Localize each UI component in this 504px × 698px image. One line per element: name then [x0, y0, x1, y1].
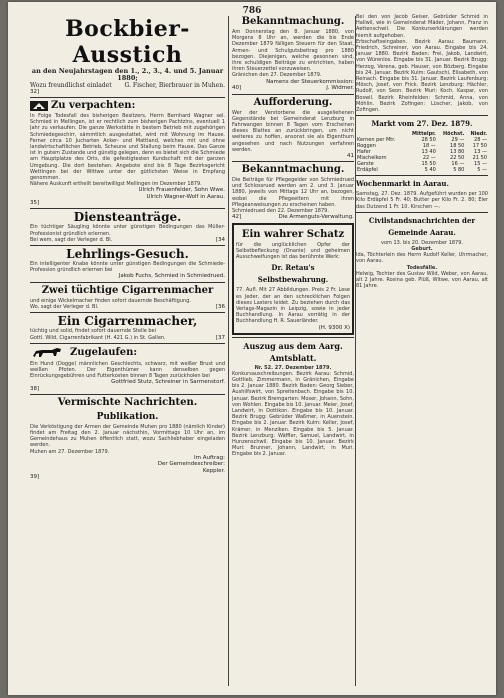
wochenmarkt-heading: Wochenmarkt in Aarau. [356, 179, 449, 189]
verpachten-body: In Folge Todesfall des bisherigen Besitzers, Herrn Bernhard Wagner sel. Schmied in Mellingen, ist er rechtlich zum bisherigen Pachtzins, eventuell 1 Jahr zu verkaufen. Die ganze Werkstätte in bestem Betrieb mit zugehörigen Schmiedegeschirr, sämmtlich ausgestattet, wird mit Wohnung im Hause. Ferner circa 10 Jucharten Acker- und Mattland, welches mit und ohne landwirtschaftlichen Betrieb, Scheune und Stallung beim Hause. Das Ganze ist in gutem Zustande und günstig gelegen, denn es bietet sich die Schmiede am Hauptplatze des Orts, die gefestigtesten Kundschaft mit der ganzen Umgebung. Die dort bestehen. Angebote sind bis 8 Tage Bezirksgericht Wettingen bei der Wittwe unter der gütlichsten Weise in Empfang genommen. [30, 113, 225, 182]
table-cell: 28 — [474, 137, 487, 144]
ad-number: [37 [215, 334, 225, 341]
lehrling-heading: Lehrlings-Gesuch. [66, 247, 189, 262]
ad-number: 39] [30, 474, 40, 481]
schatz-book: Dr. Retau's Selbstbewahrung. [257, 263, 329, 285]
column-middle [232, 14, 354, 688]
dog-icon [30, 346, 66, 360]
dienstantrage-body: Ein tüchtiger Säugling könnte unter günstigen Bedingungen das Müller-Professionist gründlich erlernen. [30, 224, 225, 237]
bekanntmachung2-date: Schmiedrued den 22. Dezember 1879. [232, 208, 329, 215]
civilstand-body1: Ida, Töchterlein des Herrn Rudolf Keller, Uhrmacher, von Aarau. [356, 252, 488, 265]
ad-number: 42] [232, 214, 242, 221]
table-cell: 16 — [451, 161, 465, 168]
table-cell: 18 50 [450, 143, 465, 150]
schatz-body: für die unglücklichen Opfer der Selbstbefleckung (Onanie) und geheimen Ausschweifungen ist das berühmte Werk: [236, 241, 350, 261]
vermischte-body: Die Verköstigung der Armen der Gemeinde Muhen pro 1880 (nämlich Kinder) findet am Freitag den 2. Januar nächsthin, Vormittags 10 Uhr an, im Gemeindehaus zu Muhen öffentlich statt, wozu Sachliebhaber eingeladen werden. [30, 423, 225, 449]
schatz-details: 77. Aufl. Mit 27 Abbildungen. Preis 2 Fr. Lese es Jeder, der an den schrecklichen Folgen dieses Lasters leidet. Zu beziehen durch das Verlags-Magazin in Leipzig, sowie in jeder Buchhandlung. In Aarau vorrätig in der Buchhandlung H. R. Sauerländer. [236, 287, 350, 325]
ad-number: [36 [215, 304, 225, 311]
table-cell: 18 — [422, 143, 436, 150]
zugelaufen-body: Ein Hund (Dogge) männlichen Geschlechts, schwarz, mit weißer Brust und weißen Pfoten. Der Eigenthümer kann denselben gegen Einrückungsgebühren und Futterkosten binnen 8 Tagen zurückholen bei [30, 360, 225, 380]
vermischte-subheading: Publikation. [96, 411, 159, 422]
aufforderung-heading: Aufforderung. [253, 96, 333, 108]
verpachten-heading: Zu verpachten: [51, 100, 136, 111]
vermischte-sig2: Der Gemeindeschreiber: [157, 461, 225, 468]
bekanntmachung1-body: Am Donnerstag den 8. Januar 1880, von Morgens 8 Uhr an, werden die bis Ende Dezember 1879 fälligen Steuern für den Staat, Armen- und Schulgutsbeitrag pro 1880 bezogen. Diejenigen, welche gesonnen sind, ihre schuldigen Beiträge zu entrichten, haben ihren Steuerzettel vorzuweisen. [232, 29, 354, 73]
newspaper-page [8, 2, 496, 695]
bekanntmachung1-heading: Bekanntmachung. [241, 16, 345, 27]
civilstand-body2: Helwig, Tochter des Gustav Wild, Weber, von Aarau, alt 2 Jahre. Rosina geb. Plüß, Witwe, von Aarau, alt 81 Jahre. [356, 270, 488, 290]
table-cell: 22 — [422, 155, 436, 162]
table-cell: Roggen [357, 143, 376, 150]
civilstand-sub1: Geburt. [411, 246, 433, 253]
dienstantrage-ad [30, 211, 225, 243]
table-header: Niedr. [470, 131, 487, 138]
bockbier-dates: an den Neujahrstagen den 1., 2., 3., 4. und 5. Januar 1880; [31, 67, 224, 82]
ad-number: 35] [30, 200, 40, 207]
civilstand-section [356, 215, 488, 290]
cigarren-sig: Wo, sagt der Verleger d. Bl. [30, 304, 99, 311]
verpachten-sig1: Nähere Auskunft ertheilt bereitwilligst Mellingen im Dezember 1879. [30, 181, 202, 188]
ad-number: 40] [232, 85, 242, 92]
vermischte-sig3: Keppler. [202, 467, 225, 474]
table-cell: 15 50 [421, 161, 436, 168]
vermischte-section [30, 397, 225, 481]
table-cell: Hafer [357, 149, 371, 156]
vermischte-sig1: Im Auftrag: [194, 454, 225, 461]
auszug-section [232, 340, 354, 458]
bockbier-ad [30, 16, 225, 95]
bekanntmachung1-sig1: Namens der Steuerkommission: [266, 78, 354, 85]
bekanntmachung2-heading: Bekanntmachung. [241, 164, 345, 176]
lehrling-ad [30, 248, 225, 280]
table-header: Höchst. [442, 131, 465, 138]
cigarren-heading: Zwei tüchtige Cigarrenmacher [41, 284, 214, 296]
aufforderung [232, 97, 354, 159]
table-cell: Gerste [357, 161, 374, 168]
col3-top-text: Bei den von Jacob Geiser, Gebrüder Schmid in Hallwil, wie in Gemeinderat Mäder, Johann, Franz in Aettenschwil. Die Konkurserklärungen werden hiemit aufgehoben. [356, 14, 488, 39]
verpachten-ad [30, 100, 225, 206]
vermischte-heading: Vermischte Nachrichten. [57, 396, 198, 408]
table-cell: 5 80 [453, 167, 465, 174]
table-cell: Mischelkorn [357, 155, 387, 162]
civilstand-sub2: Todesfälle. [406, 264, 438, 271]
civilstand-heading: Civilstandsnachrichten der Gemeinde Aarau. [368, 215, 476, 237]
cigarrenmacher-sig: Gottl. Wild, Cigarrenfabrikant (H. 421 G.) in St. Gallen. [30, 334, 166, 341]
schatz-heading: Ein wahrer Schatz [241, 228, 345, 240]
table-cell: 13 80 [450, 149, 465, 156]
col3-body1: Erbschaftseingaben. Bezirk Aarau: Baumann, Friedrich, Schreiner, von Aarau. Eingabe bis 24. Januar 1880. Bezirk Baden: Frei, Jakob, Landwirt, von Würenlos. Eingabe bis 31. Januar. Bezirk Brugg: Herzog, Verena, geb. Hauser, von Bözberg. Eingabe bis 24. Januar. Bezirk Kulm: Gautschi, Elisabeth, von Reinach. Eingabe bis 31. Januar. Bezirk Laufenburg: Mösch, Josef, von Frick. Bezirk Lenzburg: Hächler, Rudolf, von Seon. Bezirk Muri: Koch, Kaspar, von Boswil. Bezirk Rheinfelden: Schmid, Anna, von Möhlin. Bezirk Zofingen: Lüscher, Jakob, von Zofingen. [356, 38, 488, 114]
table-cell: 21 50 [472, 155, 487, 162]
zugelaufen-ad [30, 346, 225, 392]
bekanntmachung1 [232, 16, 354, 92]
lehrling-sig: Jakob Fuchs, Schmied in Schmiedrued. [118, 273, 225, 280]
column-right [356, 14, 488, 688]
schatz-ad [232, 223, 354, 335]
zugelaufen-sig: Gottfried Stutz, Schreiner in Sarmenstorf. [111, 379, 225, 386]
table-cell: 13 40 [421, 149, 436, 156]
bekanntmachung1-sig2: J. Widmer. [326, 85, 354, 92]
vermischte-date: Muhen am 27. Dezember 1879. [30, 448, 110, 455]
table-cell: 28 50 [421, 137, 436, 144]
ad-number: 38] [30, 385, 40, 392]
page-number: 786 [242, 6, 262, 16]
table-cell: 15 — [474, 161, 487, 168]
wochenmarkt-section [356, 178, 488, 210]
dienstantrage-sig: Bei wem, sagt der Verleger d. Bl. [30, 236, 113, 243]
bekanntmachung2-body: Die Beiträge für Pflegegelder von Schmiedrued und Schlossrued werden am 2. und 3. Januar 1880, jeweils von Mittags 12 Uhr an, bezogen, wobei die Pflegeeltern mit ihren Pflegeanweisungen zu erscheinen haben. [232, 177, 354, 208]
table-cell: Erdäpfel [357, 167, 378, 174]
zugelaufen-heading: Zugelaufen: [70, 346, 138, 358]
markt-table [356, 131, 488, 173]
cigarrenmacher-ad [30, 315, 225, 340]
auszug-body: Konkursauschreibungen. Bezirk Aarau: Schmid, Gottlieb, Zimmermann, in Gränichen, Eingabe bis 2. Januar 1880. Bezirk Baden: Georg Sieber, Aushilfswirt, von Spreitenbach. Eingabe bis 10. Januar. Bezirk Bremgarten: Moser, Johann, Sohn, von Wohlen. Eingabe bis 10. Januar. Meier, Josef, Landwirt, in Dottikon. Eingabe bis 10. Januar. Bezirk Brugg: Gebrüder Waßmer, in Auenstein. Eingabe bis 2. Januar. Bezirk Kulm: Keller, Josef, Krämer, in Menziken. Eingabe bis 5. Januar. Bezirk Lenzburg: Wäffler, Samuel, Landwirt, in Hunzenschwil. Eingabe bis 10. Januar. Bezirk Muri: Brunner, Johann, Landwirt, in Muri. Eingabe bis 2. Januar. [232, 370, 354, 458]
cigarrenmacher-body: tüchtig und solid, findet sofort dauernde Stelle bei [30, 328, 157, 335]
bekanntmachung2-sig: Die Armenguts-Verwaltung. [278, 214, 354, 221]
table-cell: 29 — [451, 137, 465, 144]
ad-number: 32] [30, 89, 40, 95]
table-header: Mittelpr. [412, 131, 436, 138]
bekanntmachung1-date: Gränichen den 27. Dezember 1879. [232, 72, 322, 79]
aufforderung-body: Wer der Verstorbene die ausgeliehenen Gegenstände bei Gemeinderat Lenzburg in Fahrwangen binnen 8 Tagen vom Erscheinen dieses Blattes an zurückbringen, um nicht weiteres zu hoffen, ansonst sie als Eigenthum angesehen und nach Nutzungen verfahren werden. [232, 109, 354, 153]
cigarren-body: und einige Wickelmacher finden sofort dauernde Beschäftigung. [30, 297, 191, 304]
markt-section [356, 118, 488, 173]
ad-number: 41 [347, 153, 354, 160]
table-row [356, 167, 488, 173]
civilstand-date: vom 13. bis 20. Dezember 1879. [380, 239, 464, 246]
dienstantrage-heading: Diensteanträge. [73, 210, 182, 225]
table-cell: Kernen per Mtr. [357, 137, 396, 144]
table-cell: 17 50 [472, 143, 487, 150]
auszug-subheading: Nr. 52. 27. Dezember 1879. [254, 364, 332, 371]
column-left [30, 14, 225, 688]
bockbier-signer: G. Fischer, Bierbrauer in Muhen. [124, 82, 225, 89]
bockbier-wozu: Wozu freundlichst einladet [30, 82, 112, 89]
verpachten-sig3: Ulrich Wagner-Wolf in Aarau. [146, 193, 225, 200]
ad-number: [34 [215, 236, 225, 243]
table-cell: 5 — [477, 167, 487, 174]
auszug-heading: Auszug aus dem Aarg. Amtsblatt. [243, 340, 343, 363]
ad-number: (H. 9300 X) [318, 324, 350, 331]
column-divider [228, 16, 229, 686]
cigarren-ad [30, 285, 225, 310]
house-icon [30, 101, 48, 111]
table-cell: 5 40 [424, 167, 436, 174]
lehrling-body: Ein intelligenter Knabe könnte unter günstigen Bedingungen die Schmiede-Profession gründlich erlernen bei [30, 261, 225, 274]
markt-heading: Markt vom 27. Dez. 1879. [371, 119, 473, 129]
cigarrenmacher-heading: Ein Cigarrenmacher, [57, 314, 198, 329]
bockbier-title: Bockbier-Ausstich [65, 16, 190, 68]
table-cell: 13 — [474, 149, 487, 156]
verpachten-sig2: Ulrich Frauenfelder, Sohn Wwe. [138, 187, 225, 194]
table-cell: 22 50 [450, 155, 465, 162]
bekanntmachung2 [232, 164, 354, 221]
wochenmarkt-body: Samstag, 27. Dez. 1879. Aufgeführt wurden per 100 Kilo Erdäpfel 5 Fr. 40; Butter per Kilo Fr. 2. 80; Eier das Dutzend 1 Fr. 10. Kirschen —. [356, 191, 488, 210]
